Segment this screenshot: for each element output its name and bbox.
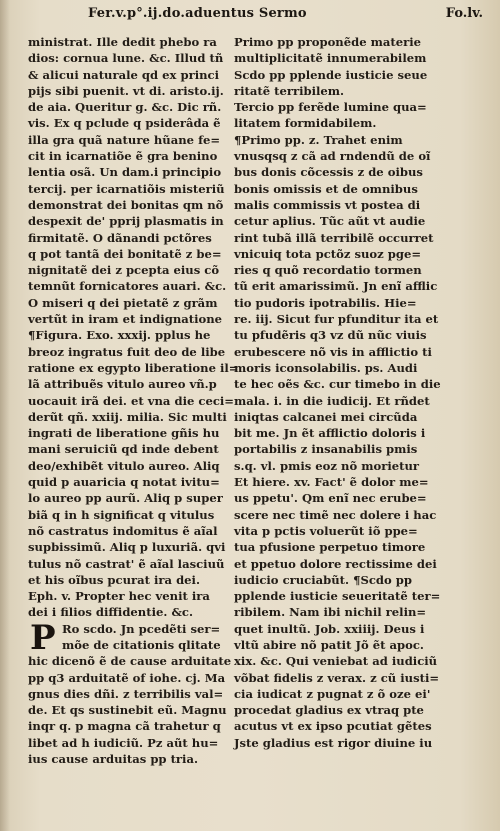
left-text-block: [28, 34, 239, 621]
right-column: [234, 34, 440, 751]
text-line: q pot tantã dei bonitatẽ z be=: [28, 246, 222, 261]
text-line: bonis omissis et de omnibus: [234, 181, 418, 196]
text-line: et his oĩbus pcurat ira dei.: [28, 572, 200, 587]
text-line: ratione ex egypto liberatione il=: [28, 360, 239, 375]
text-line: Et hiere. xv. Fact' ẽ dolor me=: [234, 475, 429, 490]
text-line: uocauit irã dei. et vna die ceci=: [28, 393, 234, 408]
folio-number: Fo.lv.: [445, 6, 483, 21]
text-line: s.q. vl. pmis eoz nõ morietur: [234, 458, 420, 473]
text-line: ritatẽ terribilem.: [234, 83, 345, 98]
text-line: vltũ abire nõ patit Jõ ẽt apoc.: [234, 637, 424, 652]
text-line: et ppetuo dolore rectissime dei: [234, 556, 437, 571]
text-line: Jste gladius est rigor diuine iu: [234, 735, 433, 750]
text-line: cia iudicat z pugnat z õ oze ei': [234, 686, 431, 701]
text-line: mani seruiciũ qd inde debent: [28, 442, 219, 457]
running-head: Fer.v.p°.ij.do.aduentus Sermo: [88, 6, 307, 21]
text-line: tũ erit amarissimũ. Jn enĩ afflic: [234, 279, 438, 294]
text-line: O miseri q dei pietatẽ z grãm: [28, 295, 218, 310]
text-line: tulus nõ castrat' ẽ aĩal lasciuũ: [28, 556, 225, 571]
text-line: illa gra quã nature hũane fe=: [28, 132, 221, 147]
text-line: ministrat. Ille dedit phebo ra: [28, 35, 217, 49]
text-line: ries q quõ recordatio tormen: [234, 263, 422, 278]
dropcap-initial: P: [30, 617, 56, 658]
text-line: gnus dies dñi. z terribilis val=: [28, 686, 224, 701]
text-line: ingrati de liberatione gñis hu: [28, 426, 220, 441]
text-line: re. iij. Sicut fur pfunditur ita et: [234, 312, 439, 327]
text-line: vita p pctis voluerũt iõ ppe=: [234, 523, 418, 538]
text-line: xix. &c. Qui veniebat ad iudiciũ: [234, 654, 438, 669]
text-line: bus donis cõcessis z de oibus: [234, 165, 423, 180]
text-line: firmitatẽ. O dãnandi pctõres: [28, 230, 212, 245]
text-line: tio pudoris ipotrabilis. Hie=: [234, 295, 417, 310]
right-text-block: [234, 34, 440, 751]
dropcap-lines: [28, 617, 226, 658]
text-line: libet ad h iudiciũ. Pz aũt hu=: [28, 735, 219, 750]
text-line: ribilem. Nam ibi nichil relin=: [234, 605, 427, 620]
text-line: dei i filios diffidentie. &c.: [28, 605, 194, 620]
text-line: tercij. per icarnatiõis misteriũ: [28, 181, 225, 196]
text-line: hic dicenõ ẽ de cause arduitate: [28, 654, 232, 669]
text-line: malis commissis vt postea di: [234, 197, 421, 212]
text-line: lo aureo pp aurũ. Aliq p super: [28, 491, 223, 506]
text-line: despexit de' pprij plasmatis in: [28, 214, 224, 229]
text-line: biã q in h significat q vitulus: [28, 507, 215, 522]
dropcap-paragraph: [28, 617, 226, 658]
text-line: te hec oẽs &c. cur timebo in die: [234, 377, 441, 392]
text-line: demonstrat dei bonitas qm nõ: [28, 197, 224, 212]
text-line: & alicui naturale qd ex princi: [28, 67, 220, 82]
text-line: cetur aplius. Tũc aũt vt audie: [234, 214, 426, 229]
gutter-shadow: [0, 0, 10, 831]
text-line: võbat fidelis z verax. z cũ iusti=: [234, 670, 440, 685]
text-line: ¶Primo pp. z. Trahet enim: [234, 132, 403, 147]
left-column: [28, 34, 239, 767]
text-line: iniqtas calcanei mei circũda: [234, 409, 418, 424]
text-line: Tercio pp ferẽde lumine qua=: [234, 100, 427, 115]
text-line: dios: cornua lune. &c. Illud tñ: [28, 51, 224, 66]
text-line: mala. i. in die iudicij. Et rñdet: [234, 393, 430, 408]
text-line: vnicuiq tota pctõz suoz pge=: [234, 246, 422, 261]
text-line: Ro scdo. Jn pcedẽti ser=: [62, 621, 221, 636]
text-line: lã attribuẽs vitulo aureo vñ.p: [28, 377, 217, 392]
text-line: supbissimũ. Aliq p luxuriã. qvi: [28, 540, 226, 555]
text-line: litatem formidabilem.: [234, 116, 377, 131]
text-line: pijs sibi puenit. vt di. aristo.ij.: [28, 83, 224, 98]
left-text-block-after: [28, 653, 232, 767]
text-line: quid p auaricia q notat ivitu=: [28, 475, 220, 490]
text-line: pp q3 arduitatẽ of iohe. cj. Ma: [28, 670, 226, 685]
page-header: [88, 6, 483, 28]
text-line: iudicio cruciabũt. ¶Scdo pp: [234, 572, 413, 587]
text-line: ius cause arduitas pp tria.: [28, 752, 198, 767]
text-line: breoz ingratus fuit deo de libe: [28, 344, 226, 359]
text-line: mõe de citationis qlitate: [62, 637, 221, 652]
text-line: portabilis z insanabilis pmis: [234, 442, 418, 457]
text-line: cit in icarnatiõe ẽ gra benino: [28, 149, 218, 164]
text-line: tua pfusione perpetuo timore: [234, 540, 426, 555]
text-line: erubescere nõ vis in afflictio ti: [234, 344, 432, 359]
text-line: vis. Ex q pclude q psiderâda ẽ: [28, 116, 221, 131]
text-line: lentia osã. Un dam.i principio: [28, 165, 222, 180]
text-line: moris iconsolabilis. ps. Audi: [234, 360, 418, 375]
text-line: Primo pp proponẽde materie: [234, 35, 422, 49]
text-line: acutus vt ex ipso pcutiat gẽtes: [234, 719, 432, 734]
text-line: derũt qñ. xxiij. milia. Sic multi: [28, 409, 227, 424]
text-line: pplende iusticie seueritatẽ ter=: [234, 589, 441, 604]
text-line: deo/exhibẽt vitulo aureo. Aliq: [28, 458, 220, 473]
text-line: bit me. Jn ẽt afflictio doloris i: [234, 426, 426, 441]
text-line: tu pfudẽris q3 vz dũ nũc viuis: [234, 328, 427, 343]
text-line: us ppetu'. Qm enĩ nec erube=: [234, 491, 427, 506]
text-line: rint tubã illã terribilẽ occurret: [234, 230, 434, 245]
text-line: Eph. v. Propter hec venit ira: [28, 589, 210, 604]
text-line: de. Et qs sustinebit eũ. Magnu: [28, 703, 227, 718]
text-line: nignitatẽ dei z pcepta eius cõ: [28, 263, 220, 278]
text-line: Scdo pp pplende iusticie seue: [234, 67, 428, 82]
text-line: vnusqsq z cã ad rndendũ de oĩ: [234, 149, 431, 164]
text-line: scere nec timẽ nec dolere i hac: [234, 507, 437, 522]
text-line: ¶Figura. Exo. xxxij. pplus he: [28, 328, 211, 343]
text-line: vertũt in iram et indignatione: [28, 312, 223, 327]
text-line: quet inultũ. Job. xxiiij. Deus i: [234, 621, 425, 636]
text-line: nõ castratus indomitus ẽ aĩal: [28, 523, 218, 538]
text-line: temnũt fornicatores auari. &c.: [28, 279, 227, 294]
text-line: inqr q. p magna cã trahetur q: [28, 719, 221, 734]
text-line: de aia. Queritur g. &c. Dic rñ.: [28, 100, 222, 115]
text-line: multiplicitatẽ innumerabilem: [234, 51, 427, 66]
text-line: procedat gladius ex vtraq pte: [234, 703, 424, 718]
